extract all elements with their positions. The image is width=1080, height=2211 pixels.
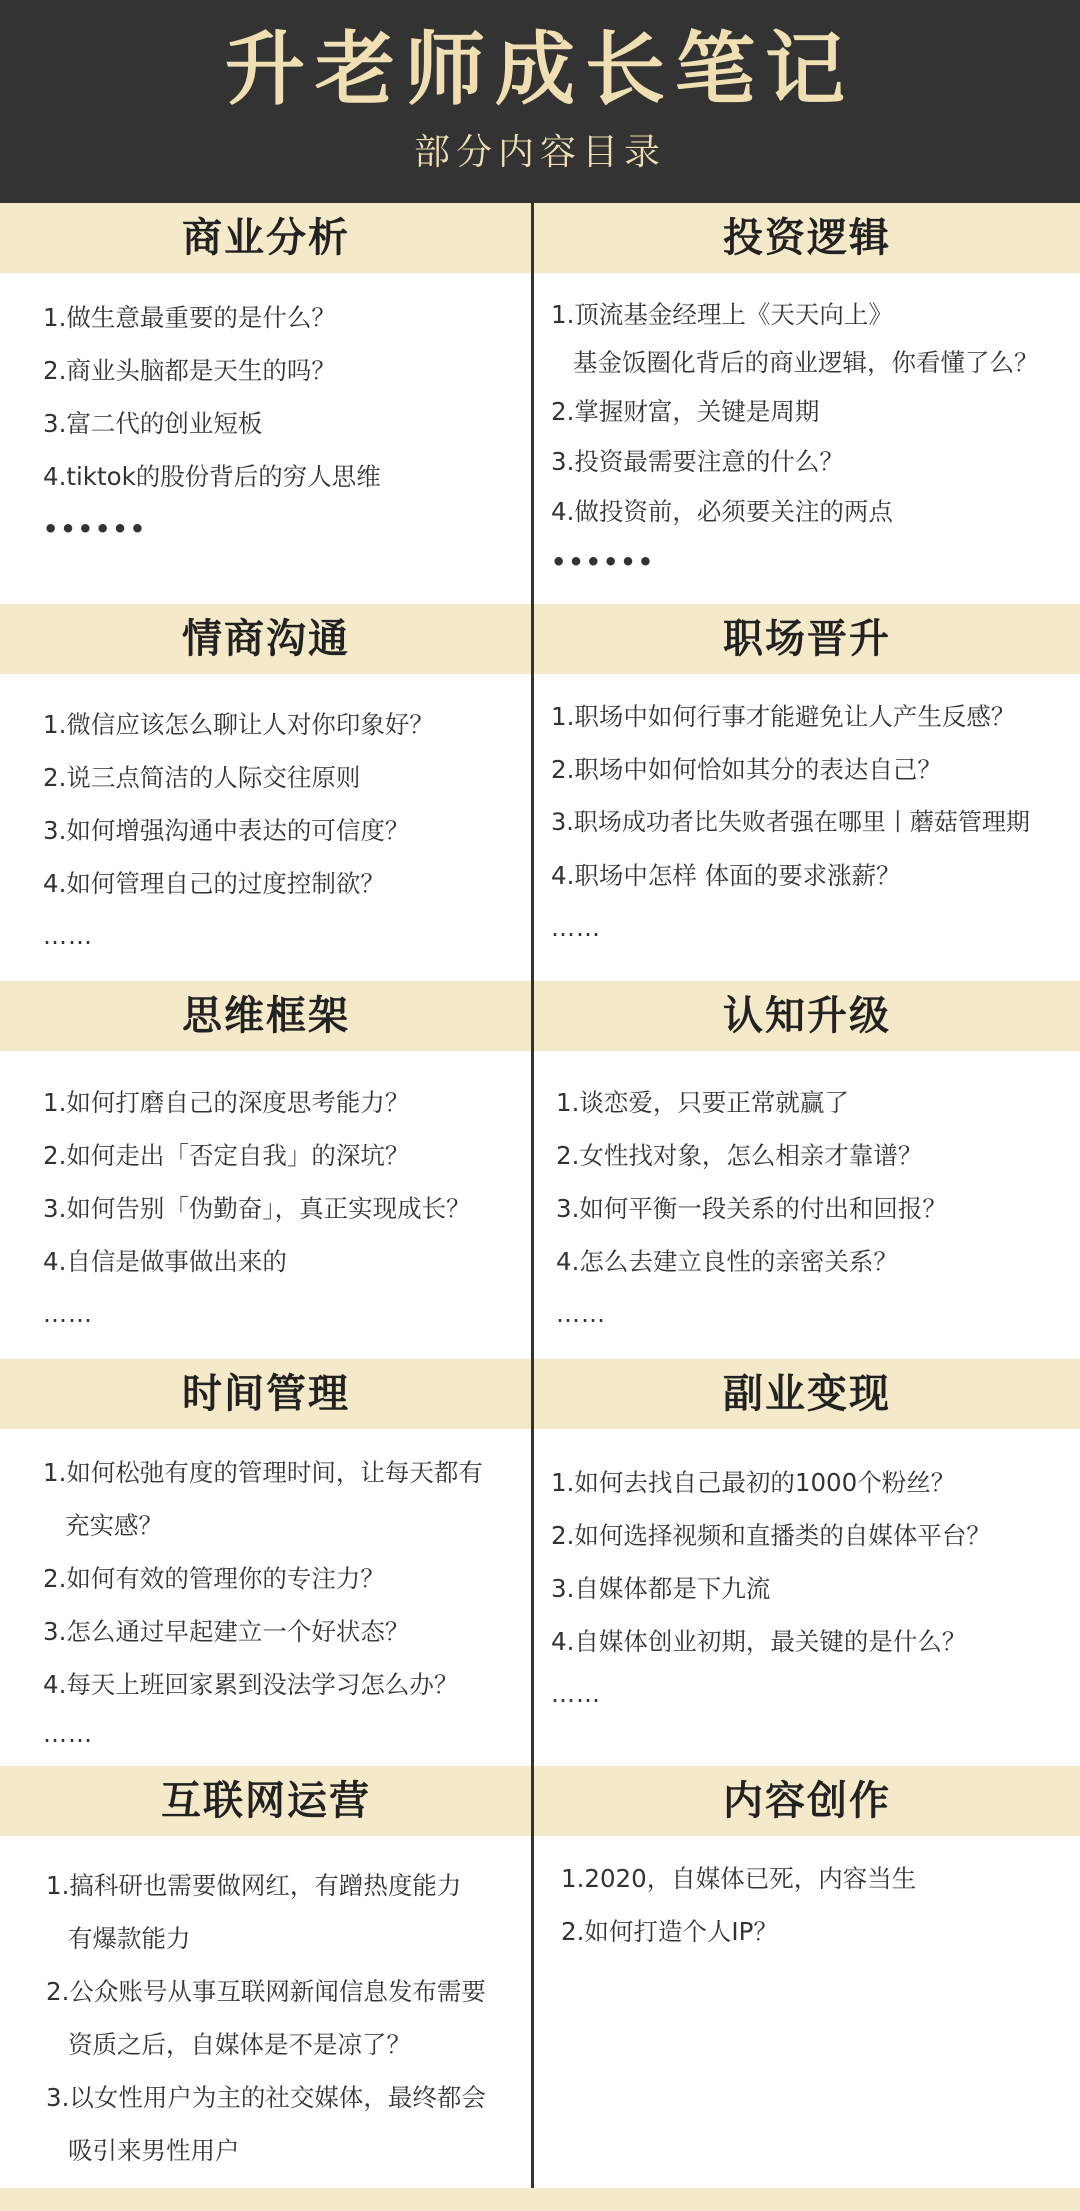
section-title-cognition: 认知升级 (723, 993, 891, 1039)
list-item-continuation: 基金饭圈化背后的商业逻辑，你看懂了么？ (573, 348, 1039, 377)
list-item: 4.职场中怎样 体面的要求涨薪？ (551, 861, 901, 890)
section-title-content: 内容创作 (723, 1778, 891, 1824)
section-title-business: 商业分析 (182, 215, 350, 261)
list-item: 2.说三点简洁的人际交往原则 (43, 763, 361, 792)
list-item: 4.每天上班回家累到没法学习怎么办？ (43, 1670, 459, 1699)
list-item-continuation: 资质之后，自媒体是不是凉了？ (68, 2030, 411, 2059)
list-item: 4.自媒体创业初期，最关键的是什么？ (551, 1627, 967, 1656)
internet-list (46, 1859, 486, 2177)
list-item: 2.职场中如何恰如其分的表达自己？ (551, 755, 942, 784)
more-ellipsis: …… (43, 922, 93, 950)
list-item: 4.自信是做事做出来的 (43, 1247, 287, 1276)
business-list (43, 291, 381, 556)
list-item: 1.搞科研也需要做网红，有蹭热度能力 (46, 1871, 462, 1900)
list-item: 3.怎么通过早起建立一个好状态？ (43, 1617, 410, 1646)
list-item: 3.投资最需要注意的什么？ (551, 447, 844, 476)
list-item-continuation: 有爆款能力 (68, 1924, 191, 1953)
more-ellipsis: …… (556, 1300, 606, 1328)
list-item: 2.掌握财富，关键是周期 (551, 397, 820, 426)
section-title-thinking: 思维框架 (182, 993, 350, 1039)
list-item: 2.公众账号从事互联网新闻信息发布需要 (46, 1977, 486, 2006)
list-item: 1.如何松弛有度的管理时间，让每天都有 (43, 1458, 483, 1487)
more-ellipsis: •••••• (43, 515, 148, 543)
list-item: 3.职场成功者比失败者强在哪里丨蘑菇管理期 (551, 808, 1030, 836)
section-title-time: 时间管理 (182, 1371, 350, 1417)
list-item: 2.商业头脑都是天生的吗？ (43, 356, 336, 385)
more-ellipsis: …… (551, 1680, 601, 1708)
list-item: 1.2020，自媒体已死，内容当生 (561, 1864, 917, 1893)
cognition-list (556, 1076, 947, 1341)
list-item: 2.如何打造个人IP？ (561, 1917, 778, 1946)
list-item: 3.如何增强沟通中表达的可信度？ (43, 816, 410, 845)
list-item: 1.谈恋爱，只要正常就赢了 (556, 1088, 849, 1117)
list-item-continuation: 吸引来男性用户 (68, 2136, 240, 2165)
page-subtitle: 部分内容目录 (413, 132, 666, 173)
list-item: 1.微信应该怎么聊让人对你印象好？ (43, 710, 434, 739)
list-item: 4.tiktok的股份背后的穷人思维 (43, 462, 381, 491)
header-banner (0, 0, 1080, 203)
center-divider (531, 203, 534, 2188)
list-item: 1.如何打磨自己的深度思考能力？ (43, 1088, 410, 1117)
list-item: 4.做投资前，必须要关注的两点 (551, 497, 893, 526)
section-title-side: 副业变现 (723, 1371, 891, 1417)
section-title-eq: 情商沟通 (182, 616, 350, 662)
list-item: 3.以女性用户为主的社交媒体，最终都会 (46, 2083, 486, 2112)
list-item: 3.富二代的创业短板 (43, 409, 263, 438)
list-item: 2.如何选择视频和直播类的自媒体平台？ (551, 1521, 991, 1550)
more-ellipsis: …… (43, 1720, 93, 1748)
section-title-internet: 互联网运营 (161, 1778, 371, 1824)
list-item: 1.职场中如何行事才能避免让人产生反感？ (551, 702, 1016, 731)
page-title: 升老师成长笔记 (225, 23, 855, 116)
list-item: 3.如何平衡一段关系的付出和回报？ (556, 1194, 947, 1223)
list-item: 4.如何管理自己的过度控制欲？ (43, 869, 385, 898)
list-item: 1.顶流基金经理上《天天向上》 (551, 300, 893, 329)
side-list (551, 1456, 991, 1721)
more-ellipsis: •••••• (551, 548, 656, 576)
more-ellipsis: …… (551, 914, 601, 942)
thinking-list (43, 1076, 471, 1341)
list-item: 1.如何去找自己最初的1000个粉丝？ (551, 1468, 956, 1497)
more-ellipsis: …… (43, 1300, 93, 1328)
section-title-career: 职场晋升 (723, 616, 891, 662)
list-item: 3.自媒体都是下九流 (551, 1574, 771, 1603)
content-list (561, 1852, 916, 1958)
list-item: 4.怎么去建立良性的亲密关系？ (556, 1247, 898, 1276)
list-item: 1.做生意最重要的是什么？ (43, 303, 336, 332)
list-item: 2.如何走出「否定自我」的深坑？ (43, 1141, 410, 1170)
list-item: 2.女性找对象，怎么相亲才靠谱？ (556, 1141, 923, 1170)
list-item: 3.如何告别「伪勤奋」，真正实现成长？ (43, 1194, 471, 1223)
eq-list (43, 698, 434, 963)
footer-band (0, 2188, 1080, 2211)
time-list (43, 1446, 483, 1757)
investment-list (551, 291, 1039, 587)
list-item-continuation: 充实感？ (65, 1511, 163, 1540)
list-item: 2.如何有效的管理你的专注力？ (43, 1564, 385, 1593)
section-title-investment: 投资逻辑 (723, 215, 891, 261)
career-list (551, 690, 1030, 955)
